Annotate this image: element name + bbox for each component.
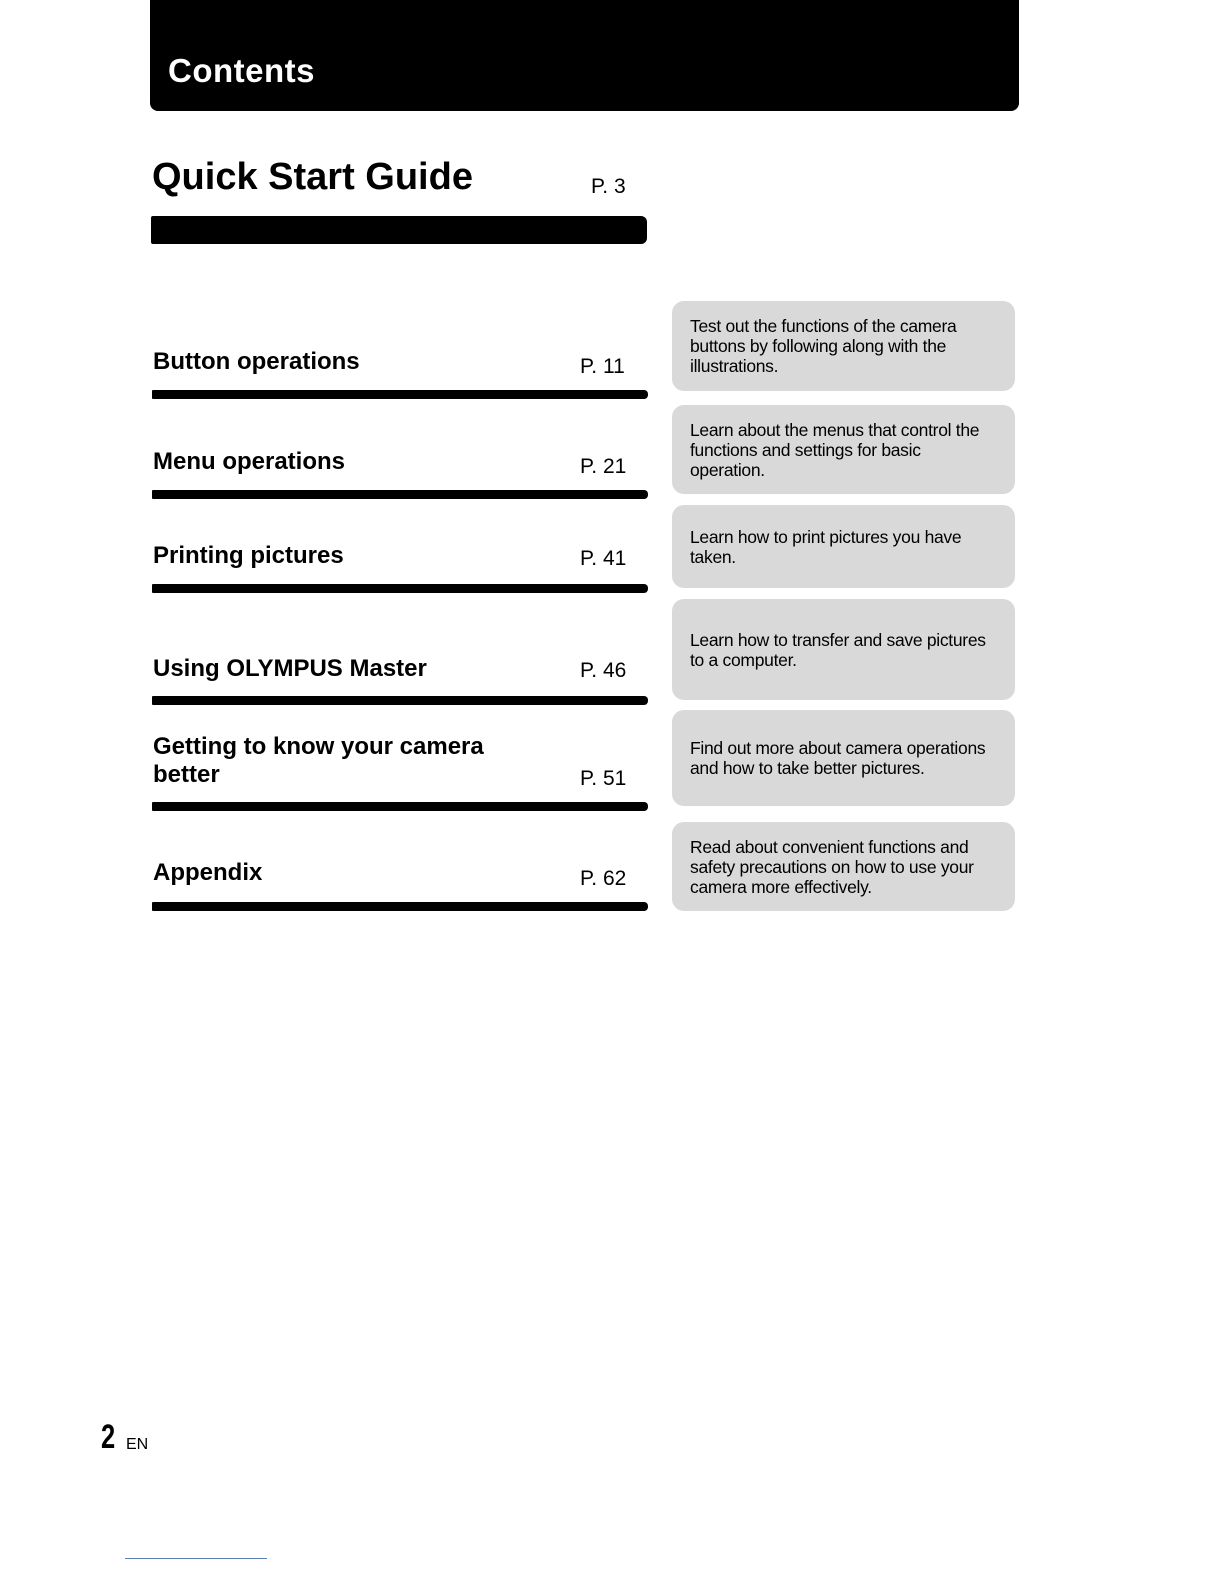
description-box — [672, 710, 1015, 806]
quick-start-divider — [151, 216, 647, 244]
toc-entry-title[interactable]: Using OLYMPUS Master — [153, 655, 427, 682]
toc-divider — [152, 696, 648, 705]
toc-divider — [152, 902, 648, 911]
footer-language: EN — [126, 1436, 149, 1453]
toc-entry-title[interactable]: Printing pictures — [153, 542, 344, 569]
description-text: Test out the functions of the camera buttons by following along with the illustrations. — [690, 316, 957, 376]
description-text: Find out more about camera operations and how to take better pictures. — [690, 738, 986, 778]
description-text: Learn how to print pictures you have taken. — [690, 526, 962, 567]
description-box — [672, 505, 1015, 588]
description-box — [672, 405, 1015, 494]
page-title: Contents — [168, 52, 315, 89]
toc-entry-page[interactable]: P. 41 — [580, 547, 627, 570]
toc-divider — [152, 802, 648, 811]
footer-page-number: 2 — [101, 1418, 116, 1456]
description-box — [672, 822, 1015, 911]
description-box — [672, 599, 1015, 700]
toc-divider — [152, 390, 648, 399]
toc-entry-title[interactable]: Getting to know your camera better — [153, 733, 484, 788]
quick-start-title[interactable]: Quick Start Guide — [152, 156, 473, 198]
description-text: Learn how to transfer and save pictures to a computer. — [690, 629, 986, 670]
quick-start-page-ref[interactable]: P. 3 — [591, 175, 626, 198]
toc-entry-page[interactable]: P. 11 — [580, 355, 625, 378]
toc-entry-page[interactable]: P. 21 — [580, 455, 627, 478]
toc-divider — [152, 490, 648, 499]
toc-entry-title[interactable]: Menu operations — [153, 448, 346, 475]
toc-divider — [152, 584, 648, 593]
toc-entry-page[interactable]: P. 46 — [580, 659, 627, 682]
toc-entry-page[interactable]: P. 62 — [580, 867, 627, 890]
description-text: Read about convenient functions and safety precautions on how to use your camera more effectively. — [690, 836, 974, 897]
toc-entry-title[interactable]: Button operations — [153, 348, 360, 375]
description-text: Learn about the menus that control the functions and settings for basic operation. — [690, 419, 980, 480]
toc-entry-title[interactable]: Appendix — [153, 859, 263, 886]
contents-header-bar — [150, 0, 1019, 111]
description-box — [672, 301, 1015, 391]
bottom-rule — [125, 1558, 267, 1559]
toc-entry-page[interactable]: P. 51 — [580, 767, 627, 790]
